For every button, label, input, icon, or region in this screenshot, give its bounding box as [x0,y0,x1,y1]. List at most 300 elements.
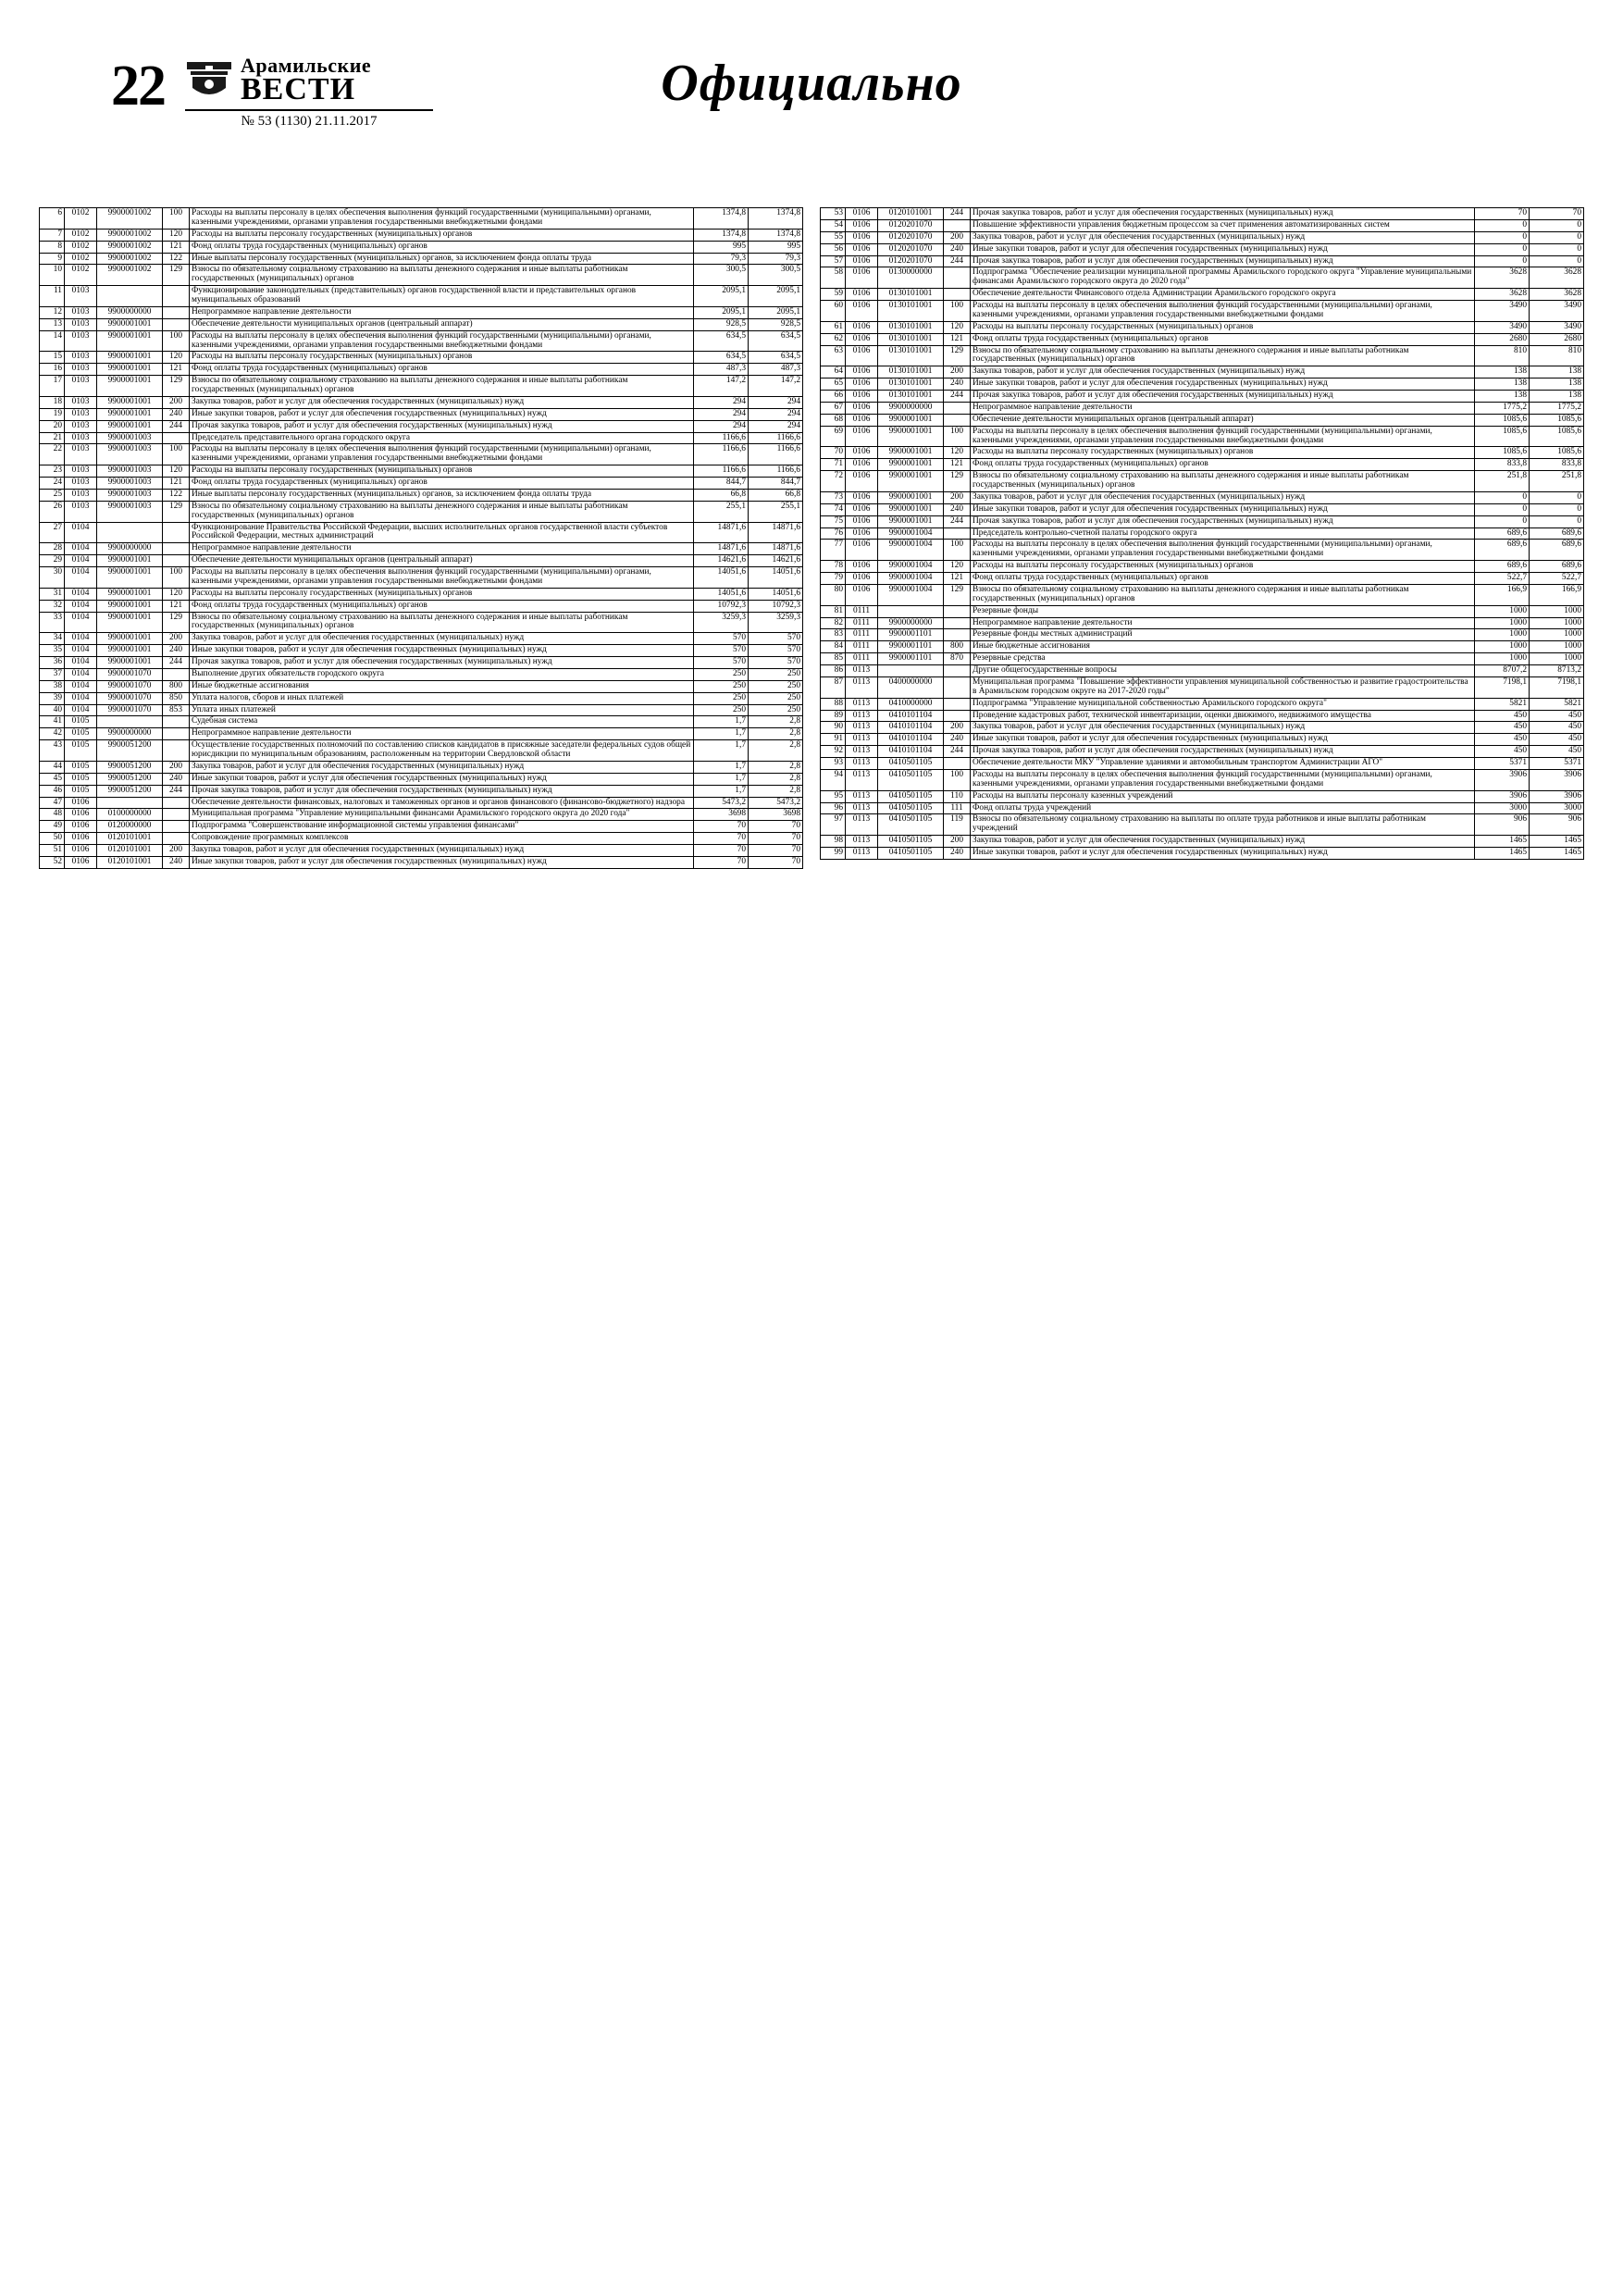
expense-name: Взносы по обязательному социальному страхованию на выплаты денежного содержания и иные выплаты работникам государственных (муниципальных) органов [971,471,1475,492]
target-code: 0120101001 [97,833,163,845]
amount-1: 450 [1475,734,1530,746]
expense-name: Уплата иных платежей [190,704,694,716]
section-code: 0113 [846,676,878,698]
expense-name: Закупка товаров, работ и услуг для обеспечения государственных (муниципальных) нужд [971,491,1475,503]
target-code: 9900001001 [97,318,163,330]
row-number: 18 [40,396,65,408]
expense-type [944,414,971,426]
target-code: 9900001001 [97,330,163,352]
table-row [40,773,803,785]
amount-1: 70 [694,845,749,857]
amount-1: 570 [694,657,749,669]
amount-2: 138 [1530,379,1584,391]
expense-name: Закупка товаров, работ и услуг для обеспечения государственных (муниципальных) нужд [971,722,1475,734]
expense-name: Расходы на выплаты персоналу государственных (муниципальных) органов [190,465,694,478]
row-number: 41 [40,716,65,728]
amount-2: 2680 [1530,333,1584,345]
expense-name: Закупка товаров, работ и услуг для обеспечения государственных (муниципальных) нужд [190,845,694,857]
logo-top-word: Арамильские [241,54,372,77]
expense-type: 240 [944,379,971,391]
table-row [821,527,1584,540]
target-code: 0400000000 [878,676,944,698]
amount-2: 1085,6 [1530,414,1584,426]
amount-2: 810 [1530,345,1584,366]
expense-type: 870 [944,653,971,665]
expense-name: Иные закупки товаров, работ и услуг для обеспечения государственных (муниципальных) нужд [971,734,1475,746]
row-number: 39 [40,692,65,704]
section-code: 0104 [65,567,97,589]
amount-1: 147,2 [694,376,749,397]
target-code [878,665,944,677]
amount-1: 1,7 [694,761,749,773]
amount-2: 0 [1530,219,1584,231]
row-number: 13 [40,318,65,330]
expense-name: Расходы на выплаты персоналу казенных учреждений [971,790,1475,802]
section-code: 0106 [846,561,878,573]
amount-1: 995 [694,241,749,253]
target-code: 9900001003 [97,501,163,522]
table-row [821,605,1584,617]
expense-name: Закупка товаров, работ и услуг для обеспечения государственных (муниципальных) нужд [971,366,1475,379]
expense-type [944,605,971,617]
row-number: 7 [40,229,65,241]
amount-1: 1085,6 [1475,447,1530,459]
table-row [40,396,803,408]
table-row [40,633,803,645]
amount-1: 3906 [1475,769,1530,790]
target-code: 0130101001 [878,391,944,403]
target-code: 0130101001 [878,379,944,391]
expense-name: Резервные фонды местных администраций [971,629,1475,641]
expense-name: Закупка товаров, работ и услуг для обеспечения государственных (муниципальных) нужд [190,761,694,773]
section-code: 0105 [65,740,97,762]
amount-2: 251,8 [1530,471,1584,492]
table-row [821,629,1584,641]
amount-2: 1000 [1530,629,1584,641]
row-number: 70 [821,447,846,459]
amount-2: 70 [749,821,803,833]
expense-type: 240 [944,503,971,515]
section-code: 0106 [846,289,878,301]
amount-1: 294 [694,420,749,432]
expense-name: Обеспечение деятельности муниципальных органов (центральный аппарат) [971,414,1475,426]
expense-name: Непрограммное направление деятельности [971,402,1475,414]
row-number: 98 [821,836,846,848]
expense-type [944,527,971,540]
section-code: 0105 [65,773,97,785]
expense-type: 120 [163,352,190,364]
amount-1: 70 [694,856,749,868]
amount-2: 1085,6 [1530,426,1584,447]
row-number: 92 [821,746,846,758]
target-code: 9900001001 [97,600,163,612]
row-number: 48 [40,809,65,821]
expense-type: 100 [163,567,190,589]
table-row [40,809,803,821]
section-code: 0103 [65,444,97,465]
row-number: 29 [40,555,65,567]
row-number: 85 [821,653,846,665]
expense-name: Функционирование законодательных (представительных) органов государственной власти и представительных органов муниципальных образований [190,286,694,307]
target-code: 9900001001 [97,612,163,633]
amount-1: 1,7 [694,773,749,785]
target-code: 9900000000 [878,402,944,414]
section-code: 0111 [846,641,878,653]
target-code: 9900001003 [97,432,163,444]
section-code: 0103 [65,352,97,364]
table-row [821,267,1584,289]
expense-name: Расходы на выплаты персоналу в целях обеспечения выполнения функций государственными (муниципальными) органами, казенными учреждениями, органами управления государственными внебюджетными фондами [971,426,1475,447]
table-row [821,503,1584,515]
section-code: 0106 [846,540,878,561]
expense-type: 200 [163,761,190,773]
expense-type: 200 [163,633,190,645]
table-row [40,645,803,657]
table-row [40,208,803,230]
section-code: 0113 [846,746,878,758]
row-number: 36 [40,657,65,669]
section-code: 0102 [65,208,97,230]
amount-1: 3490 [1475,301,1530,322]
expense-type [163,728,190,740]
section-code: 0106 [846,402,878,414]
table-row [821,402,1584,414]
expense-name: Выполнение других обязательств городского округа [190,668,694,680]
amount-2: 5473,2 [749,797,803,809]
amount-2: 294 [749,408,803,420]
row-number: 54 [821,219,846,231]
row-number: 59 [821,289,846,301]
expense-name: Подпрограмма "Управление муниципальной собственностью Арамильского городского округа" [971,698,1475,710]
target-code: 9900001004 [878,527,944,540]
row-number: 62 [821,333,846,345]
section-code: 0106 [846,426,878,447]
target-code: 9900001001 [878,515,944,527]
expense-type: 121 [163,241,190,253]
amount-1: 450 [1475,710,1530,722]
amount-2: 634,5 [749,330,803,352]
amount-1: 8707,2 [1475,665,1530,677]
amount-2: 928,5 [749,318,803,330]
expense-type: 129 [163,376,190,397]
target-code: 0120201070 [878,231,944,243]
row-number: 19 [40,408,65,420]
table-row [40,588,803,600]
table-row [821,243,1584,255]
target-code: 0410501105 [878,769,944,790]
amount-1: 487,3 [694,364,749,376]
amount-2: 634,5 [749,352,803,364]
amount-1: 250 [694,668,749,680]
expense-type [163,432,190,444]
table-row [40,478,803,490]
expense-type [163,740,190,762]
table-row [821,447,1584,459]
target-code: 9900001004 [878,540,944,561]
amount-2: 2,8 [749,728,803,740]
amount-2: 138 [1530,366,1584,379]
target-code: 0410501105 [878,814,944,836]
amount-1: 5371 [1475,758,1530,770]
section-code: 0104 [65,668,97,680]
expense-type [944,629,971,641]
target-code: 0410101104 [878,710,944,722]
expense-type: 850 [163,692,190,704]
amount-2: 1465 [1530,836,1584,848]
amount-2: 0 [1530,491,1584,503]
row-number: 77 [821,540,846,561]
expense-name: Подпрограмма "Обеспечение реализации муниципальной программы Арамильского городского округа "Управление муниципальными финансами Арамильского городского округа до 2020 года" [971,267,1475,289]
row-number: 8 [40,241,65,253]
section-title: Официально [661,55,962,112]
table-row [821,561,1584,573]
row-number: 28 [40,543,65,555]
amount-1: 450 [1475,746,1530,758]
table-row [821,345,1584,366]
expense-type: 200 [944,836,971,848]
expense-type [163,821,190,833]
expense-type: 120 [163,465,190,478]
section-code: 0104 [65,633,97,645]
target-code: 0120000000 [97,821,163,833]
table-row [821,836,1584,848]
amount-1: 250 [694,680,749,692]
amount-1: 1,7 [694,716,749,728]
expense-type: 853 [163,704,190,716]
amount-2: 1374,8 [749,229,803,241]
section-code: 0106 [846,219,878,231]
amount-2: 0 [1530,243,1584,255]
expense-type: 244 [944,515,971,527]
amount-2: 995 [749,241,803,253]
row-number: 23 [40,465,65,478]
expense-name: Фонд оплаты труда государственных (муниципальных) органов [971,459,1475,471]
amount-1: 1374,8 [694,208,749,230]
expense-type: 120 [944,321,971,333]
table-row [40,241,803,253]
row-number: 35 [40,645,65,657]
expense-type: 200 [163,845,190,857]
amount-1: 1085,6 [1475,426,1530,447]
expense-name: Председатель представительного органа городского округа [190,432,694,444]
expense-type [944,758,971,770]
section-code: 0106 [846,345,878,366]
target-code: 0410501105 [878,836,944,848]
row-number: 34 [40,633,65,645]
row-number: 38 [40,680,65,692]
amount-2: 1775,2 [1530,402,1584,414]
table-row [821,515,1584,527]
amount-1: 14871,6 [694,543,749,555]
amount-2: 1085,6 [1530,447,1584,459]
section-code: 0105 [65,761,97,773]
target-code: 0120101001 [97,845,163,857]
table-row [40,704,803,716]
amount-1: 450 [1475,722,1530,734]
table-row [40,522,803,543]
amount-1: 844,7 [694,478,749,490]
expense-type: 111 [944,802,971,814]
amount-2: 487,3 [749,364,803,376]
expense-type [163,833,190,845]
section-code: 0106 [65,845,97,857]
expense-type [944,698,971,710]
target-code: 9900001001 [97,352,163,364]
amount-1: 14621,6 [694,555,749,567]
row-number: 71 [821,459,846,471]
expense-type: 129 [163,501,190,522]
target-code: 9900001001 [878,491,944,503]
target-code: 0410000000 [878,698,944,710]
expense-type: 244 [944,255,971,267]
target-code: 9900001001 [97,555,163,567]
row-number: 9 [40,253,65,265]
section-code: 0106 [846,491,878,503]
target-code: 9900001001 [97,376,163,397]
row-number: 97 [821,814,846,836]
amount-2: 7198,1 [1530,676,1584,698]
expense-type: 120 [944,561,971,573]
amount-1: 138 [1475,391,1530,403]
amount-2: 2,8 [749,761,803,773]
amount-1: 1000 [1475,617,1530,629]
table-row [40,680,803,692]
table-row [40,432,803,444]
target-code: 0130101001 [878,321,944,333]
expense-name: Иные выплаты персоналу государственных (муниципальных) органов, за исключением фонда оплаты труда [190,253,694,265]
table-row [40,567,803,589]
expense-type: 244 [944,391,971,403]
row-number: 61 [821,321,846,333]
expense-name: Прочая закупка товаров, работ и услуг для обеспечения государственных (муниципальных) нужд [190,420,694,432]
section-code: 0106 [846,321,878,333]
expense-name: Расходы на выплаты персоналу государственных (муниципальных) органов [971,321,1475,333]
amount-2: 14871,6 [749,543,803,555]
expense-name: Расходы на выплаты персоналу в целях обеспечения выполнения функций государственными (муниципальными) органами, казенными учреждениями, органами управления государственными внебюджетными фондами [971,769,1475,790]
row-number: 90 [821,722,846,734]
row-number: 89 [821,710,846,722]
expense-type [163,522,190,543]
amount-2: 70 [1530,208,1584,220]
section-code: 0106 [846,391,878,403]
expense-type: 100 [163,444,190,465]
target-code: 9900001001 [97,364,163,376]
target-code [97,522,163,543]
amount-1: 1000 [1475,629,1530,641]
table-row [821,617,1584,629]
target-code: 9900001001 [97,420,163,432]
target-code: 9900001070 [97,680,163,692]
expense-type [163,555,190,567]
section-code: 0103 [65,432,97,444]
budget-table-right [820,207,1584,860]
expense-type: 122 [163,489,190,501]
amount-1: 2095,1 [694,286,749,307]
row-number: 32 [40,600,65,612]
section-code: 0103 [65,489,97,501]
amount-1: 1000 [1475,641,1530,653]
section-code: 0103 [65,396,97,408]
expense-type [944,665,971,677]
row-number: 95 [821,790,846,802]
amount-1: 250 [694,704,749,716]
expense-type: 100 [944,540,971,561]
amount-2: 2,8 [749,716,803,728]
section-code: 0106 [65,833,97,845]
row-number: 42 [40,728,65,740]
expense-name: Непрограммное направление деятельности [190,543,694,555]
left-column [39,207,803,869]
table-row [821,641,1584,653]
expense-name: Непрограммное направление деятельности [971,617,1475,629]
target-code: 9900001001 [878,459,944,471]
amount-1: 1,7 [694,740,749,762]
table-row [40,821,803,833]
table-row [40,501,803,522]
expense-type: 800 [163,680,190,692]
amount-1: 3259,3 [694,612,749,633]
section-code: 0106 [846,333,878,345]
expense-type: 200 [944,366,971,379]
expense-name: Иные выплаты персоналу государственных (муниципальных) органов, за исключением фонда оплаты труда [190,489,694,501]
section-code: 0106 [65,797,97,809]
row-number: 64 [821,366,846,379]
table-row [40,408,803,420]
amount-1: 689,6 [1475,561,1530,573]
amount-2: 844,7 [749,478,803,490]
amount-2: 14871,6 [749,522,803,543]
amount-1: 2095,1 [694,306,749,318]
amount-1: 0 [1475,503,1530,515]
amount-1: 70 [694,821,749,833]
expense-name: Непрограммное направление деятельности [190,728,694,740]
table-row [821,491,1584,503]
expense-type: 240 [163,408,190,420]
target-code: 9900001002 [97,265,163,286]
expense-type: 120 [944,447,971,459]
expense-name: Обеспечение деятельности Финансового отдела Администрации Арамильского городского округа [971,289,1475,301]
amount-2: 1000 [1530,605,1584,617]
amount-2: 166,9 [1530,584,1584,605]
expense-name: Муниципальная программа "Управление муниципальными финансами Арамильского городского округа до 2020 года" [190,809,694,821]
amount-2: 450 [1530,734,1584,746]
amount-1: 70 [694,833,749,845]
target-code: 9900001003 [97,465,163,478]
expense-type [163,668,190,680]
table-row [40,352,803,364]
expense-name: Прочая закупка товаров, работ и услуг для обеспечения государственных (муниципальных) нужд [971,746,1475,758]
amount-2: 138 [1530,391,1584,403]
section-code: 0113 [846,710,878,722]
amount-1: 1,7 [694,728,749,740]
expense-name: Резервные фонды [971,605,1475,617]
section-code: 0103 [65,376,97,397]
row-number: 47 [40,797,65,809]
amount-1: 1465 [1475,848,1530,860]
expense-name: Другие общегосударственные вопросы [971,665,1475,677]
amount-1: 689,6 [1475,527,1530,540]
expense-name: Иные бюджетные ассигнования [190,680,694,692]
target-code: 9900001002 [97,253,163,265]
amount-1: 0 [1475,231,1530,243]
amount-2: 522,7 [1530,573,1584,585]
target-code: 9900001001 [97,588,163,600]
amount-2: 0 [1530,255,1584,267]
target-code: 9900001070 [97,704,163,716]
expense-type: 121 [944,333,971,345]
amount-1: 300,5 [694,265,749,286]
table-row [40,600,803,612]
